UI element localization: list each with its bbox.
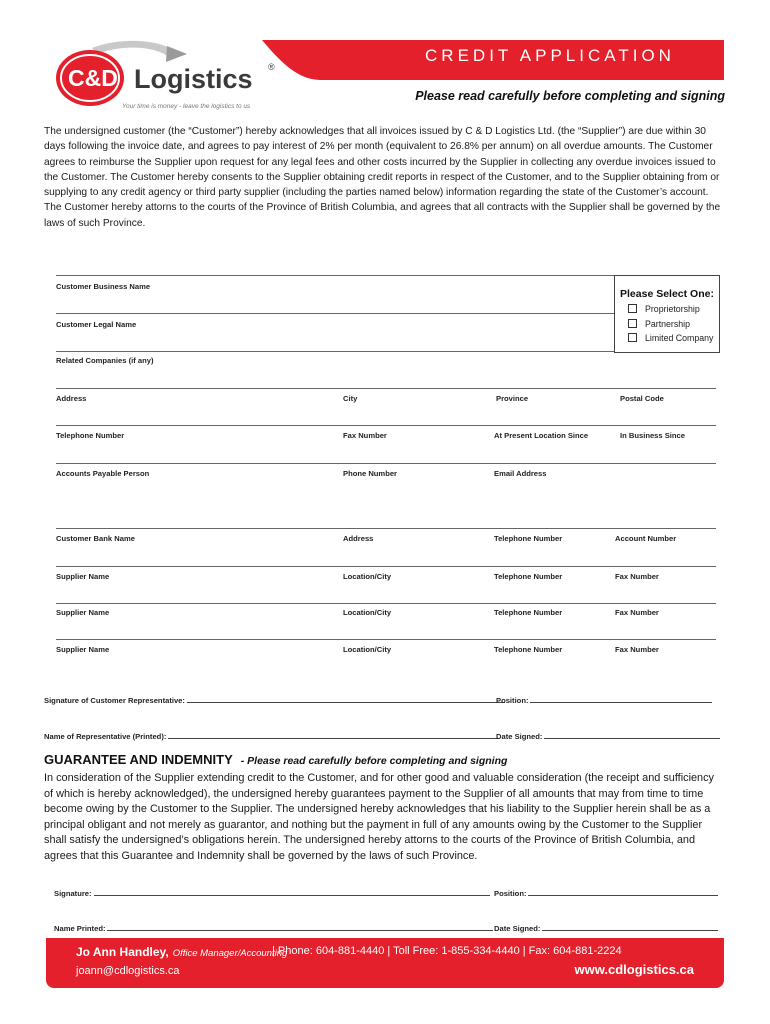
supplier-fax-label: Fax Number (615, 645, 659, 654)
address-label: Address (56, 394, 87, 403)
contact-name: Jo Ann Handley, (76, 945, 169, 959)
option-proprietorship[interactable] (628, 304, 700, 314)
rep-signature-line[interactable] (187, 693, 505, 703)
checkbox[interactable] (628, 319, 637, 328)
rep-signature-label: Signature of Customer Representative: (44, 696, 185, 705)
supplier-name-label: Supplier Name (56, 645, 110, 654)
telephone-label: Telephone Number (56, 431, 125, 440)
svg-text:®: ® (268, 62, 275, 72)
option-label: Limited Company (645, 333, 714, 343)
terms-paragraph: The undersigned customer (the “Customer”) hereby acknowledges that all invoices issued by C & D Logistics Ltd. (the “Supplier”) are due within 30 days following the invoice date, and agrees to pay interest of 2% per month (equivalent to 26.8% per annum) on all overdue amounts. The Customer agrees to reimburse the Supplier upon request for any legal fees and other costs incurred by the Supplier in collecting any overdue invoices issued to the Customer. The Customer hereby consents to the Supplier obtaining credit reports in respect of the Customer, and to the Supplier obtaining from or supplying to any credit agency or third party supplier (including the parties named below) information regarding the state of the Customer’s account. The Customer hereby attorns to the courts of the Province of British Columbia, and agrees that all contracts with the Supplier shall be governed by the laws of such Province. (44, 126, 721, 229)
related-companies-label: Related Companies (if any) (56, 356, 154, 365)
guarantor-date-line[interactable] (542, 921, 718, 931)
guarantor-position-label: Position: (494, 889, 527, 898)
bank-telephone-label: Telephone Number (494, 534, 563, 543)
guarantee-title: GUARANTEE AND INDEMNITY (44, 752, 233, 767)
contact-email[interactable]: joann@cdlogistics.ca (76, 965, 180, 977)
bank-address-label: Address (343, 534, 374, 543)
rep-name-field[interactable] (44, 729, 498, 741)
guarantor-signature-field[interactable] (54, 886, 490, 898)
date-signed-line[interactable] (544, 729, 720, 739)
position-line[interactable] (530, 693, 712, 703)
date-signed-label: Date Signed: (496, 732, 543, 741)
guarantor-name-line[interactable] (107, 921, 493, 931)
guarantor-name-label: Name Printed: (54, 924, 106, 933)
supplier-row-line[interactable] (56, 603, 716, 604)
guarantor-date-field[interactable] (494, 921, 718, 933)
address-row-line[interactable] (56, 388, 716, 389)
supplier-location-label: Location/City (343, 645, 392, 654)
guarantor-name-field[interactable] (54, 921, 493, 933)
guarantee-paragraph: In consideration of the Supplier extending credit to the Customer, and for other good and valuable consideration (the receipt and sufficiency of which is hereby acknowledged), the undersigned hereby guarantees payment to the Supplier of all amounts that may from time to time become owing by the Customer to the Supplier. The undersigned hereby acknowledges that his liability to the Supplier herein shall be as a principal obligant and not merely as guarantor, and nothing but the payment in full of any amounts owing by the Customer to the Supplier shall satisfy the undersigned’s obligations herein. The undersigned hereby attorns to the courts of the Province of British Columbia, and agrees that this Guarantee and Indemnity shall be governed by the laws of such Province. (44, 772, 714, 862)
business-name-line[interactable] (56, 275, 614, 276)
guarantee-note: - Please read carefully before completing and signing (240, 755, 508, 767)
document-subtitle: Please read carefully before completing and signing (415, 89, 725, 103)
guarantor-date-label: Date Signed: (494, 924, 541, 933)
position-label: Position: (496, 696, 529, 705)
position-field[interactable] (496, 693, 712, 705)
supplier-telephone-label: Telephone Number (494, 645, 563, 654)
checkbox[interactable] (628, 304, 637, 313)
supplier-fax-label: Fax Number (615, 572, 659, 581)
supplier-telephone-label: Telephone Number (494, 608, 563, 617)
checkbox[interactable] (628, 333, 637, 342)
supplier-location-label: Location/City (343, 608, 392, 617)
city-label: City (343, 394, 358, 403)
telephone-row-line[interactable] (56, 425, 716, 426)
phone-label: Phone Number (343, 469, 398, 478)
accounts-payable-row-line[interactable] (56, 463, 716, 464)
accounts-payable-label: Accounts Payable Person (56, 469, 150, 478)
option-label: Proprietorship (645, 304, 700, 314)
option-limited-company[interactable] (628, 333, 713, 343)
rep-signature-field[interactable] (44, 693, 505, 705)
contact-name-line (76, 945, 287, 959)
legal-name-line[interactable] (56, 313, 614, 314)
svg-text:C&D: C&D (68, 65, 118, 91)
supplier-fax-label: Fax Number (615, 608, 659, 617)
website-link[interactable]: www.cdlogistics.ca (574, 962, 694, 977)
province-label: Province (496, 394, 529, 403)
guarantor-signature-label: Signature: (54, 889, 92, 898)
supplier-telephone-label: Telephone Number (494, 572, 563, 581)
svg-text:Your time is money - leave the: Your time is money - leave the logistics to us (122, 103, 251, 110)
rep-name-line[interactable] (168, 729, 498, 739)
location-since-label: At Present Location Since (494, 431, 589, 440)
business-name-label: Customer Business Name (56, 282, 151, 291)
postal-code-label: Postal Code (620, 394, 664, 403)
guarantor-position-field[interactable] (494, 886, 718, 898)
rep-name-label: Name of Representative (Printed): (44, 732, 167, 741)
date-signed-field[interactable] (496, 729, 720, 741)
supplier-name-label: Supplier Name (56, 572, 110, 581)
company-logo (52, 38, 292, 118)
svg-text:Logistics: Logistics (134, 64, 253, 94)
supplier-row-line[interactable] (56, 639, 716, 640)
business-type-title: Please Select One: (620, 288, 714, 300)
email-label: Email Address (494, 469, 547, 478)
supplier-name-label: Supplier Name (56, 608, 110, 617)
contact-role: Office Manager/Accounting (172, 948, 288, 959)
guarantor-position-line[interactable] (528, 886, 718, 896)
bank-row-line[interactable] (56, 528, 716, 529)
bank-name-label: Customer Bank Name (56, 534, 135, 543)
account-number-label: Account Number (615, 534, 677, 543)
business-since-label: In Business Since (620, 431, 685, 440)
fax-label: Fax Number (343, 431, 387, 440)
option-partnership[interactable] (628, 319, 690, 329)
supplier-location-label: Location/City (343, 572, 392, 581)
legal-name-label: Customer Legal Name (56, 320, 137, 329)
option-label: Partnership (645, 319, 690, 329)
guarantor-signature-line[interactable] (94, 886, 490, 896)
document-title: CREDIT APPLICATION (425, 46, 675, 65)
related-companies-line[interactable] (56, 351, 614, 352)
supplier-row-line[interactable] (56, 566, 716, 567)
contact-phones: | Phone: 604-881-4440 | Toll Free: 1-855-334-4440 | Fax: 604-881-2224 (272, 945, 622, 957)
guarantee-heading (44, 752, 507, 767)
